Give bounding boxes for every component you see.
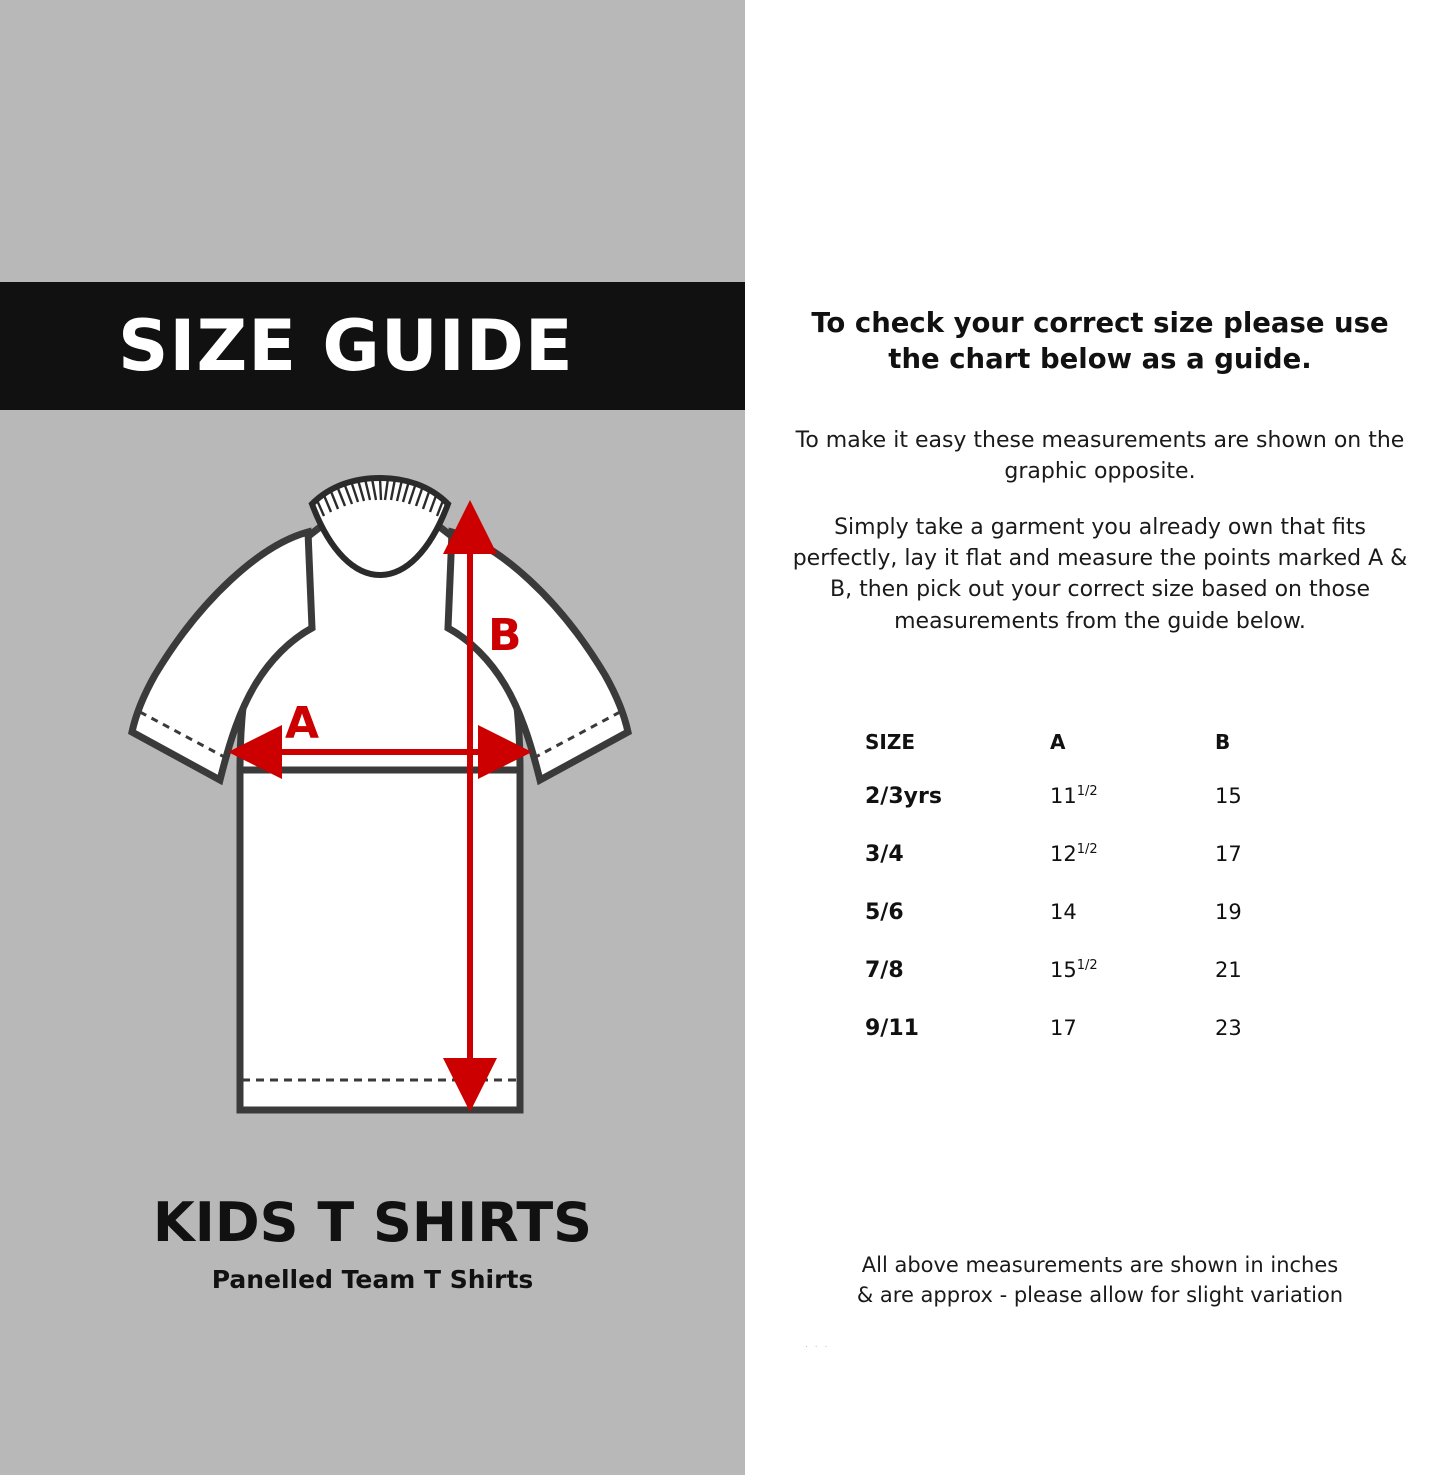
cell-b: 23 (1215, 1016, 1242, 1040)
cell-size: 9/11 (865, 1016, 919, 1041)
table-row (865, 1016, 1325, 1074)
product-title: KIDS T SHIRTS (152, 1191, 593, 1254)
size-chart-body (865, 784, 1325, 1074)
table-row (865, 842, 1325, 900)
cell-a-fraction: 1/2 (1076, 784, 1098, 799)
dimension-label-a: A (285, 698, 320, 749)
right-info-panel (745, 0, 1445, 1475)
cell-a-fraction: 1/2 (1076, 958, 1098, 973)
tshirt-diagram (80, 460, 680, 1140)
cell-size: 2/3yrs (865, 784, 942, 809)
instructions-heading: To check your correct size please use the chart below as a guide. (811, 307, 1389, 376)
cell-a-whole: 17 (1050, 1016, 1077, 1040)
cell-size: 3/4 (865, 842, 904, 867)
cell-a-whole: 15 (1050, 958, 1077, 982)
cell-a-fraction: 1/2 (1076, 842, 1098, 857)
cell-a (1050, 842, 1215, 900)
table-row (865, 958, 1325, 1016)
tiny-note: . . . (805, 1340, 830, 1350)
table-row (865, 900, 1325, 958)
cell-b: 17 (1215, 842, 1242, 866)
cell-a-whole: 11 (1050, 784, 1077, 808)
cell-a (1050, 900, 1215, 958)
column-header-a: A (1050, 730, 1066, 754)
cell-a-whole: 12 (1050, 842, 1077, 866)
instructions-paragraph-2: Simply take a garment you already own that fits perfectly, lay it flat and measure the points marked A & B, then pick out your correct size based on those measurements from the guide below. (792, 515, 1408, 634)
table-row (865, 784, 1325, 842)
cell-b: 15 (1215, 784, 1242, 808)
size-chart-table (865, 730, 1325, 1074)
cell-a-whole: 14 (1050, 900, 1077, 924)
page-title: SIZE GUIDE (118, 305, 574, 387)
column-header-size: SIZE (865, 730, 916, 754)
cell-size: 7/8 (865, 958, 904, 983)
instructions-paragraph-1: To make it easy these measurements are shown on the graphic opposite. (795, 428, 1405, 485)
cell-a (1050, 1016, 1215, 1074)
cell-b: 21 (1215, 958, 1242, 982)
cell-size: 5/6 (865, 900, 904, 925)
dimension-label-b: B (488, 610, 522, 661)
product-subtitle: Panelled Team T Shirts (211, 1265, 534, 1294)
table-header-row (865, 730, 1325, 784)
column-header-b: B (1215, 730, 1231, 754)
cell-a (1050, 784, 1215, 842)
cell-b: 19 (1215, 900, 1242, 924)
tshirt-outline-icon (80, 460, 680, 1140)
cell-a (1050, 958, 1215, 1016)
size-guide-title-band (0, 282, 745, 410)
measurement-footnote: All above measurements are shown in inches & are approx - please allow for slight variation (856, 1253, 1344, 1308)
